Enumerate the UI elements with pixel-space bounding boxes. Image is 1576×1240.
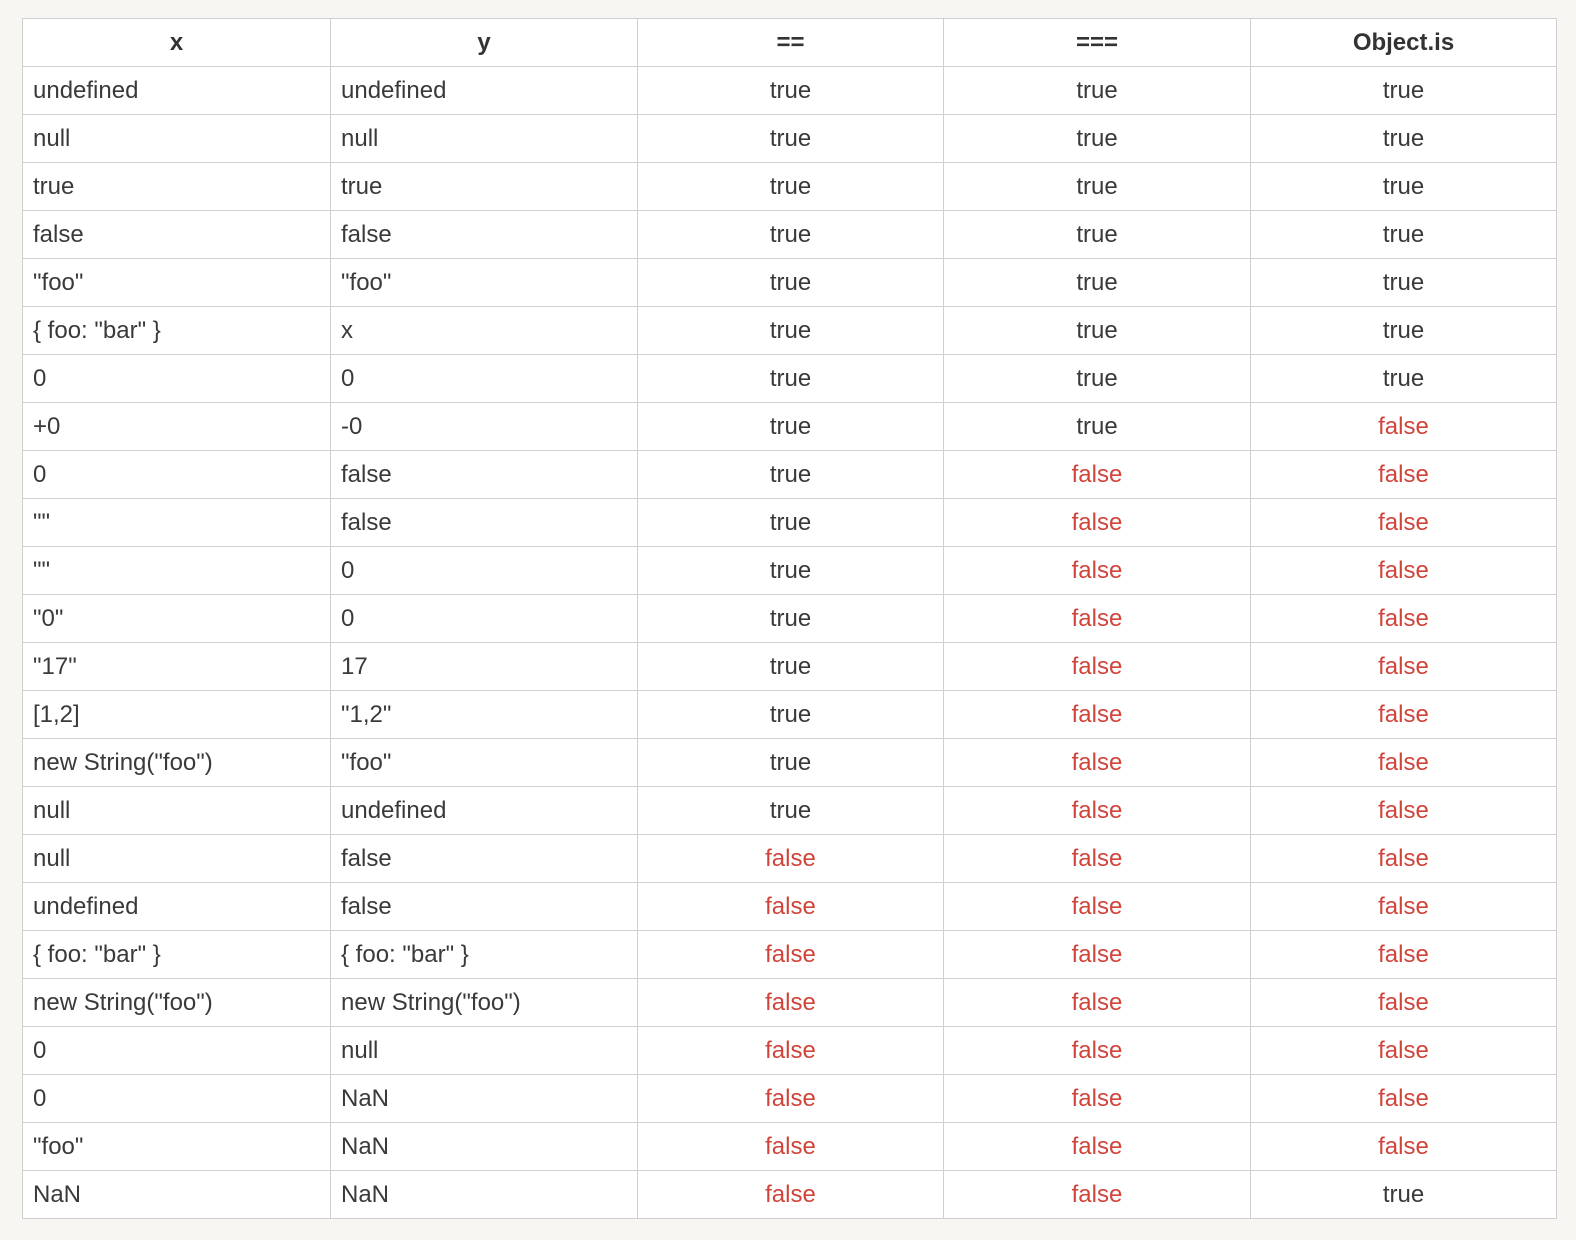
- cell-y: NaN: [331, 1123, 638, 1171]
- cell-x: "foo": [23, 259, 331, 307]
- cell-object-is: false: [1251, 931, 1557, 979]
- cell-x: { foo: "bar" }: [23, 307, 331, 355]
- cell-x: true: [23, 163, 331, 211]
- cell-strict-equality: false: [944, 883, 1251, 931]
- cell-y: 0: [331, 595, 638, 643]
- cell-strict-equality: false: [944, 451, 1251, 499]
- table-row: [23, 691, 1557, 739]
- cell-x: "17": [23, 643, 331, 691]
- cell-x: { foo: "bar" }: [23, 931, 331, 979]
- cell-loose-equality: true: [638, 115, 944, 163]
- cell-object-is: true: [1251, 115, 1557, 163]
- header-row: [23, 19, 1557, 67]
- cell-y: true: [331, 163, 638, 211]
- table-row: [23, 211, 1557, 259]
- cell-y: 17: [331, 643, 638, 691]
- cell-object-is: false: [1251, 403, 1557, 451]
- cell-x: "": [23, 499, 331, 547]
- table-row: [23, 979, 1557, 1027]
- cell-object-is: false: [1251, 883, 1557, 931]
- table-row: [23, 499, 1557, 547]
- cell-loose-equality: false: [638, 979, 944, 1027]
- cell-y: 0: [331, 547, 638, 595]
- cell-strict-equality: false: [944, 739, 1251, 787]
- cell-object-is: false: [1251, 595, 1557, 643]
- table-row: [23, 547, 1557, 595]
- cell-strict-equality: false: [944, 499, 1251, 547]
- cell-object-is: false: [1251, 835, 1557, 883]
- cell-y: false: [331, 211, 638, 259]
- table-row: [23, 259, 1557, 307]
- table-body: [23, 67, 1557, 1219]
- cell-x: 0: [23, 1075, 331, 1123]
- cell-strict-equality: false: [944, 691, 1251, 739]
- table-row: [23, 1027, 1557, 1075]
- cell-object-is: false: [1251, 979, 1557, 1027]
- cell-strict-equality: false: [944, 1123, 1251, 1171]
- cell-y: false: [331, 835, 638, 883]
- column-header-loose-equality: ==: [638, 19, 944, 67]
- cell-x: undefined: [23, 883, 331, 931]
- cell-loose-equality: true: [638, 451, 944, 499]
- cell-y: NaN: [331, 1171, 638, 1219]
- column-header-x: x: [23, 19, 331, 67]
- table-row: [23, 883, 1557, 931]
- cell-x: null: [23, 835, 331, 883]
- cell-y: null: [331, 1027, 638, 1075]
- cell-loose-equality: false: [638, 931, 944, 979]
- cell-x: 0: [23, 1027, 331, 1075]
- cell-y: "foo": [331, 259, 638, 307]
- cell-loose-equality: true: [638, 691, 944, 739]
- cell-strict-equality: false: [944, 787, 1251, 835]
- cell-object-is: false: [1251, 499, 1557, 547]
- cell-loose-equality: true: [638, 403, 944, 451]
- table-row: [23, 451, 1557, 499]
- cell-strict-equality: true: [944, 67, 1251, 115]
- column-header-y: y: [331, 19, 638, 67]
- cell-x: undefined: [23, 67, 331, 115]
- cell-loose-equality: false: [638, 835, 944, 883]
- cell-loose-equality: true: [638, 595, 944, 643]
- cell-x: false: [23, 211, 331, 259]
- cell-loose-equality: true: [638, 307, 944, 355]
- cell-y: undefined: [331, 67, 638, 115]
- cell-y: -0: [331, 403, 638, 451]
- cell-strict-equality: false: [944, 643, 1251, 691]
- cell-y: new String("foo"): [331, 979, 638, 1027]
- column-header-object-is: Object.is: [1251, 19, 1557, 67]
- cell-y: false: [331, 451, 638, 499]
- table-row: [23, 67, 1557, 115]
- table-row: [23, 115, 1557, 163]
- equality-comparison-table: [22, 18, 1557, 1219]
- cell-y: null: [331, 115, 638, 163]
- cell-strict-equality: false: [944, 547, 1251, 595]
- cell-object-is: false: [1251, 1075, 1557, 1123]
- cell-x: 0: [23, 355, 331, 403]
- table-row: [23, 643, 1557, 691]
- table-row: [23, 595, 1557, 643]
- cell-object-is: true: [1251, 1171, 1557, 1219]
- cell-strict-equality: false: [944, 1027, 1251, 1075]
- cell-x: "0": [23, 595, 331, 643]
- cell-object-is: false: [1251, 1123, 1557, 1171]
- cell-x: NaN: [23, 1171, 331, 1219]
- cell-y: 0: [331, 355, 638, 403]
- cell-object-is: true: [1251, 355, 1557, 403]
- cell-strict-equality: false: [944, 931, 1251, 979]
- cell-object-is: true: [1251, 67, 1557, 115]
- cell-y: x: [331, 307, 638, 355]
- comparison-table-container: [22, 18, 1556, 1219]
- cell-object-is: false: [1251, 547, 1557, 595]
- table-row: [23, 931, 1557, 979]
- cell-loose-equality: false: [638, 1123, 944, 1171]
- cell-x: "foo": [23, 1123, 331, 1171]
- cell-loose-equality: true: [638, 163, 944, 211]
- cell-strict-equality: false: [944, 1075, 1251, 1123]
- table-row: [23, 787, 1557, 835]
- cell-object-is: false: [1251, 1027, 1557, 1075]
- cell-strict-equality: false: [944, 595, 1251, 643]
- cell-object-is: false: [1251, 691, 1557, 739]
- table-row: [23, 1123, 1557, 1171]
- table-row: [23, 835, 1557, 883]
- cell-y: false: [331, 883, 638, 931]
- cell-object-is: false: [1251, 451, 1557, 499]
- cell-strict-equality: false: [944, 979, 1251, 1027]
- table-row: [23, 403, 1557, 451]
- cell-loose-equality: true: [638, 739, 944, 787]
- table-row: [23, 739, 1557, 787]
- cell-y: false: [331, 499, 638, 547]
- cell-strict-equality: true: [944, 259, 1251, 307]
- cell-y: { foo: "bar" }: [331, 931, 638, 979]
- table-row: [23, 307, 1557, 355]
- table-row: [23, 355, 1557, 403]
- cell-x: [1,2]: [23, 691, 331, 739]
- cell-x: new String("foo"): [23, 979, 331, 1027]
- cell-y: NaN: [331, 1075, 638, 1123]
- cell-strict-equality: true: [944, 163, 1251, 211]
- cell-object-is: true: [1251, 163, 1557, 211]
- table-row: [23, 1075, 1557, 1123]
- cell-loose-equality: true: [638, 547, 944, 595]
- cell-object-is: true: [1251, 259, 1557, 307]
- cell-loose-equality: true: [638, 211, 944, 259]
- cell-x: 0: [23, 451, 331, 499]
- cell-x: new String("foo"): [23, 739, 331, 787]
- cell-strict-equality: true: [944, 355, 1251, 403]
- cell-loose-equality: true: [638, 355, 944, 403]
- cell-strict-equality: true: [944, 211, 1251, 259]
- cell-loose-equality: true: [638, 67, 944, 115]
- cell-loose-equality: true: [638, 499, 944, 547]
- cell-y: "foo": [331, 739, 638, 787]
- cell-object-is: true: [1251, 307, 1557, 355]
- cell-x: "": [23, 547, 331, 595]
- cell-x: null: [23, 115, 331, 163]
- table-row: [23, 1171, 1557, 1219]
- cell-loose-equality: false: [638, 1027, 944, 1075]
- table-row: [23, 163, 1557, 211]
- cell-object-is: false: [1251, 739, 1557, 787]
- cell-object-is: true: [1251, 211, 1557, 259]
- cell-strict-equality: true: [944, 403, 1251, 451]
- cell-y: "1,2": [331, 691, 638, 739]
- column-header-strict-equality: ===: [944, 19, 1251, 67]
- cell-loose-equality: false: [638, 1171, 944, 1219]
- cell-strict-equality: false: [944, 1171, 1251, 1219]
- cell-strict-equality: true: [944, 307, 1251, 355]
- cell-strict-equality: false: [944, 835, 1251, 883]
- cell-loose-equality: false: [638, 883, 944, 931]
- table-header: [23, 19, 1557, 67]
- cell-loose-equality: true: [638, 643, 944, 691]
- cell-strict-equality: true: [944, 115, 1251, 163]
- cell-object-is: false: [1251, 643, 1557, 691]
- cell-loose-equality: true: [638, 787, 944, 835]
- cell-y: undefined: [331, 787, 638, 835]
- cell-x: null: [23, 787, 331, 835]
- cell-loose-equality: true: [638, 259, 944, 307]
- cell-x: +0: [23, 403, 331, 451]
- cell-loose-equality: false: [638, 1075, 944, 1123]
- cell-object-is: false: [1251, 787, 1557, 835]
